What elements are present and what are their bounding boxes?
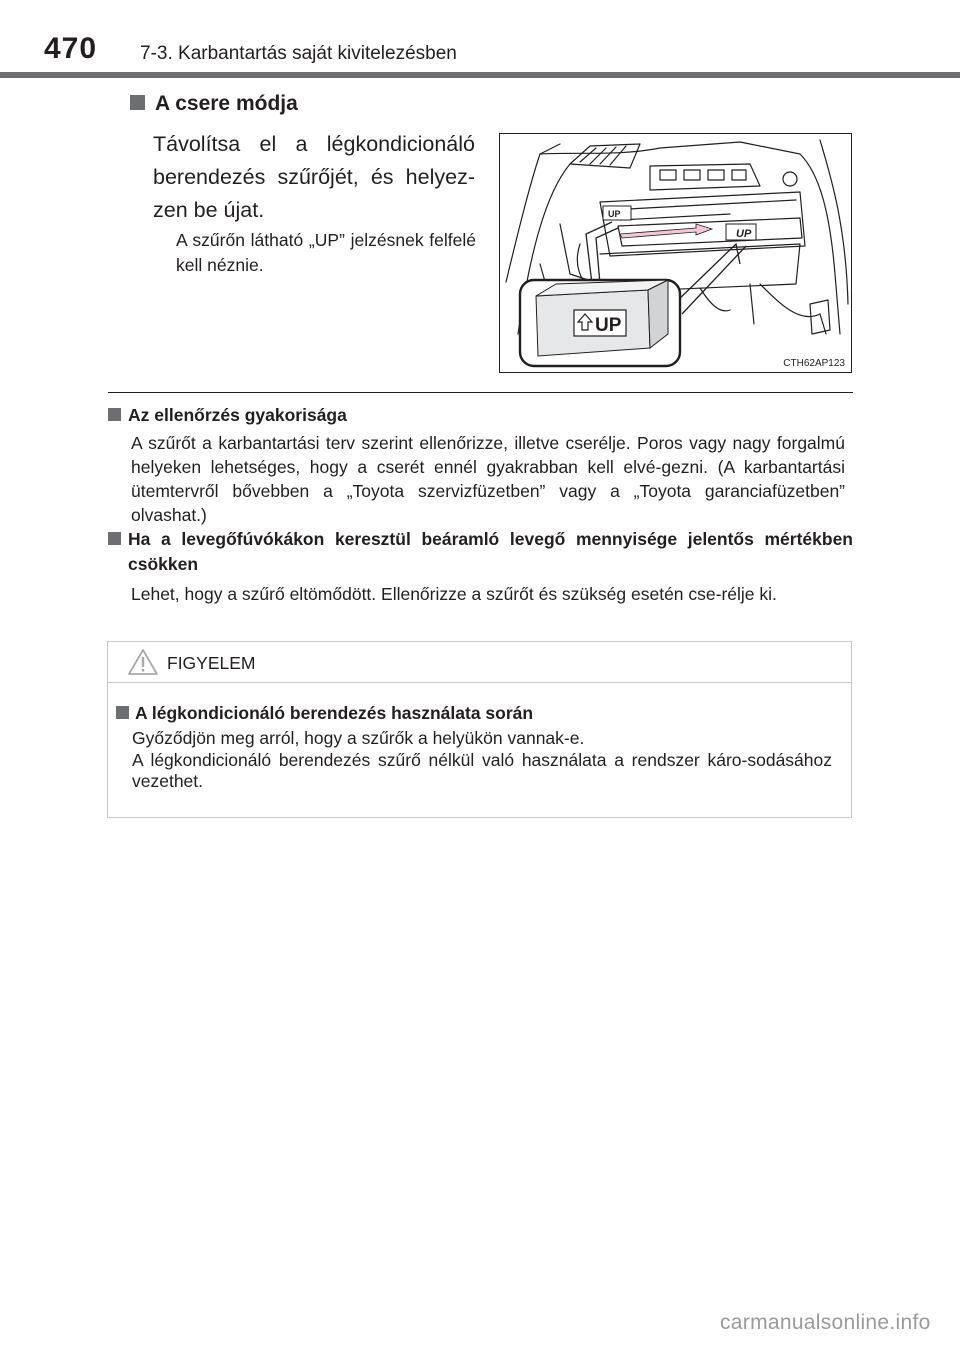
figure-code: CTH62AP123 bbox=[783, 358, 845, 369]
section-title-replace bbox=[130, 92, 298, 116]
chapter-title: 7-3. Karbantartás saját kivitelezésben bbox=[140, 43, 457, 64]
filter-drawing bbox=[500, 134, 851, 372]
filter-illustration bbox=[499, 133, 852, 373]
caution-item-title bbox=[116, 703, 533, 724]
frequency-body: A szűrőt a karbantartási terv szerint ellenőrizze, illetve cserélje. Poros vagy nagy forgalmú helyeken lehetséges, hogy a cserét ennél gyakrabban kell elvé-gezni. (A karbantartási ütemtervről bővebben a „Toyota szervizfüzetben” vagy a „Toyota garanciafüzetben” olvashat.) bbox=[131, 433, 845, 525]
watermark: carmanualsonline.info bbox=[720, 1311, 931, 1334]
replace-note: A szűrőn látható „UP” jelzésnek felfelé kell néznie. bbox=[176, 230, 476, 275]
small-up-label-1: UP bbox=[608, 209, 621, 219]
header-rule bbox=[0, 72, 960, 78]
caution-item-title-text: A légkondicionáló berendezés használata során bbox=[135, 703, 534, 723]
caution-box bbox=[107, 641, 852, 818]
section-title-text: A csere módja bbox=[155, 92, 298, 115]
subsection-title-text: Az ellenőrzés gyakorisága bbox=[128, 405, 347, 425]
small-up-label-2: UP bbox=[736, 228, 752, 240]
insert-arrow-icon bbox=[620, 224, 712, 238]
square-bullet-icon bbox=[108, 532, 121, 545]
subsection-title-frequency bbox=[108, 403, 853, 428]
square-bullet-icon bbox=[116, 706, 129, 719]
large-up-label: UP bbox=[595, 315, 622, 336]
section-divider bbox=[108, 392, 853, 393]
subsection-title-airflow bbox=[108, 527, 853, 577]
caution-label: FIGYELEM bbox=[167, 653, 256, 673]
airflow-body: Lehet, hogy a szűrő eltömődött. Ellenőrizze a szűrőt és szükség esetén cse-rélje ki. bbox=[131, 584, 777, 604]
page-header bbox=[0, 0, 960, 78]
page-number: 470 bbox=[44, 32, 98, 65]
caution-header bbox=[108, 642, 851, 683]
caution-line-1: Győződjön meg arról, hogy a szűrők a helyükön vannak-e. bbox=[132, 728, 585, 748]
square-bullet-icon bbox=[130, 95, 145, 110]
caution-body bbox=[132, 728, 832, 793]
subsection-title-text: Ha a levegőfúvókákon keresztül beáramló levegő mennyisége jelentős mértékben csökken bbox=[128, 529, 853, 574]
square-bullet-icon bbox=[108, 408, 121, 421]
replace-instruction: Távolítsa el a légkondicionáló berendezés szűrőjét, és helyez-zen be újat. bbox=[153, 132, 475, 222]
warning-triangle-icon bbox=[127, 648, 159, 676]
caution-line-2: A légkondicionáló berendezés szűrő nélkül való használata a rendszer káro-sodásához vezethet. bbox=[132, 749, 832, 791]
